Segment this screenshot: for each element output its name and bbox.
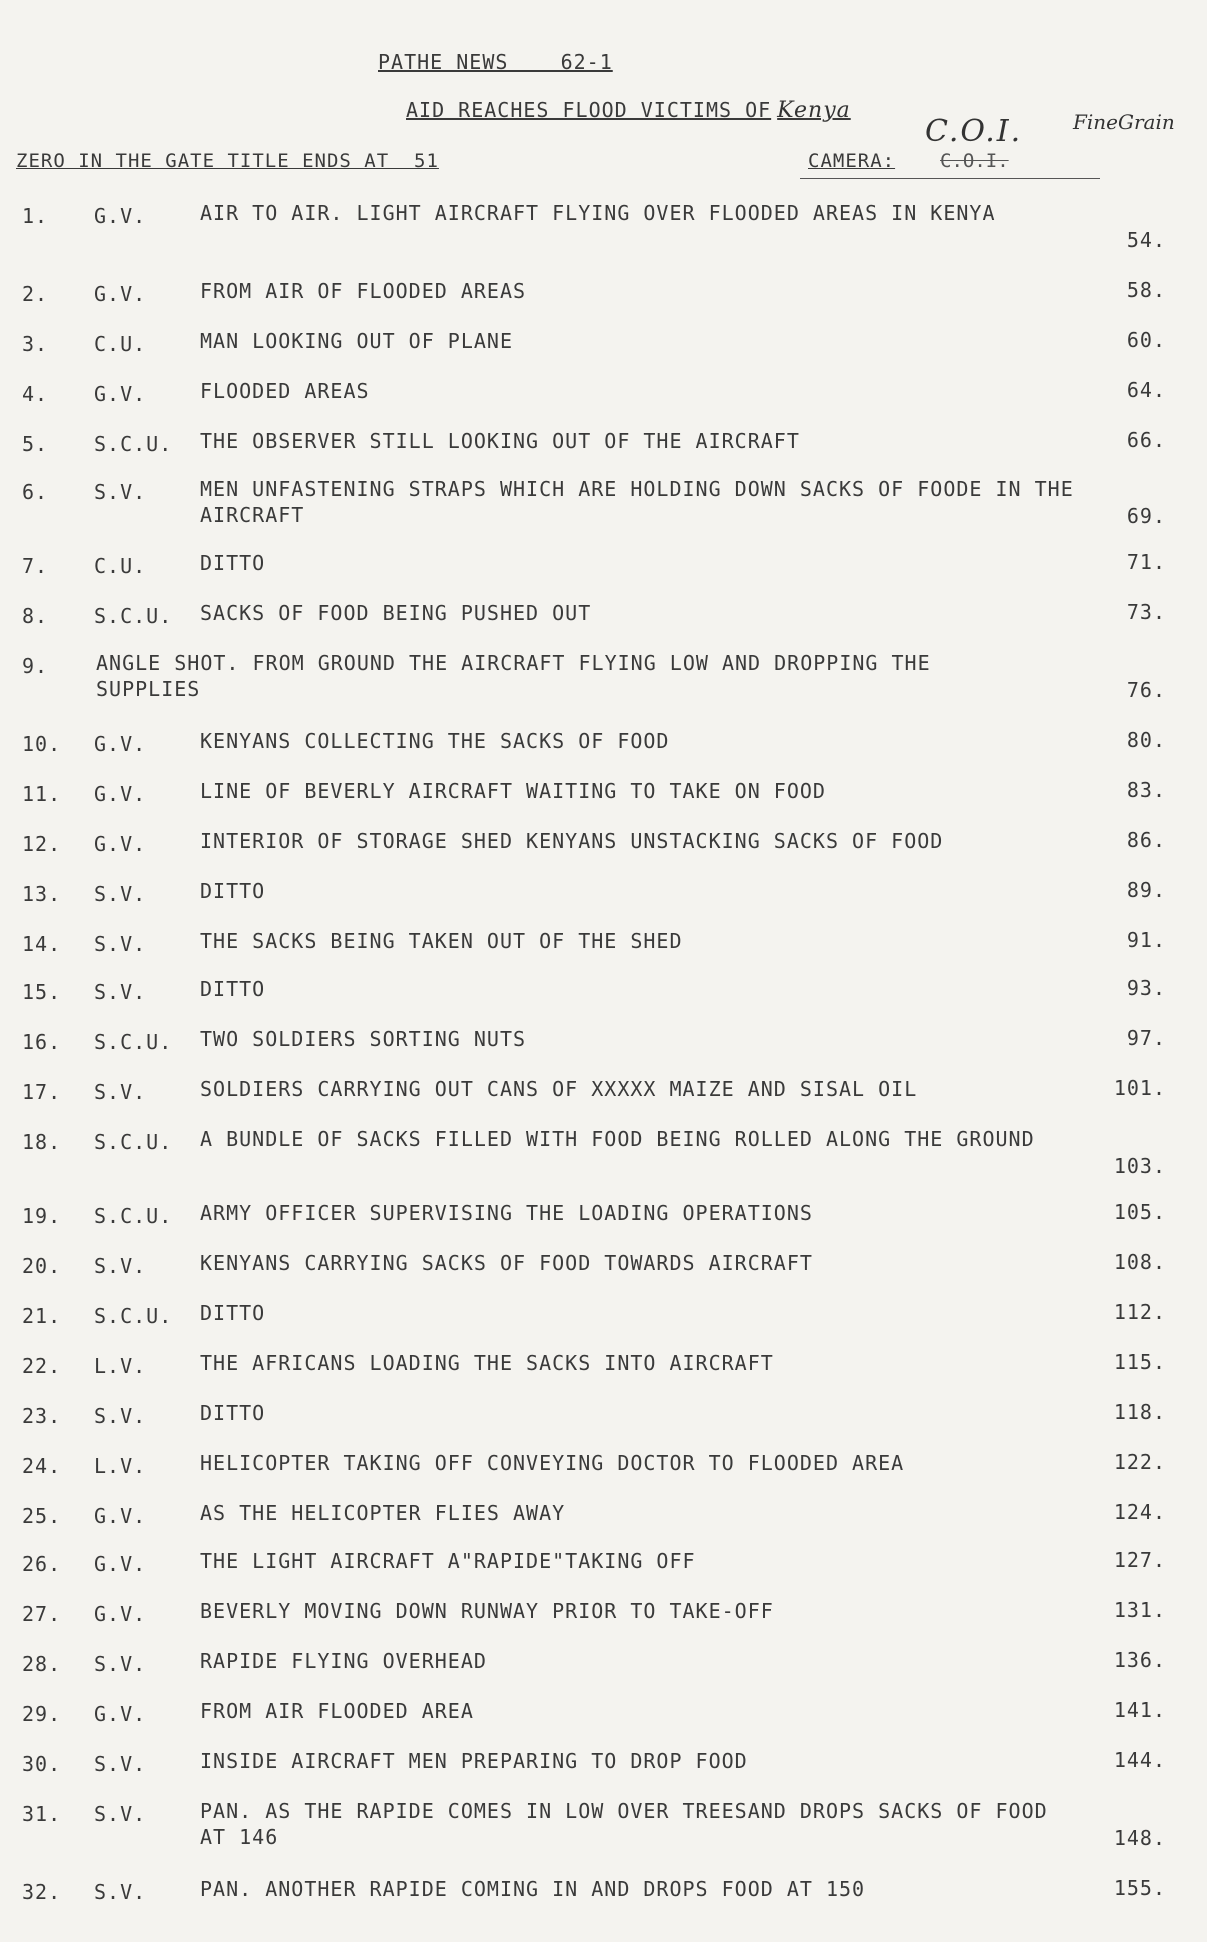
shot-number: 31. (22, 1802, 62, 1826)
shot-number: 4. (22, 382, 49, 406)
shot-footage: 97. (1126, 1026, 1166, 1050)
shot-footage: 105. (1113, 1200, 1166, 1224)
shot-description: SACKS OF FOOD BEING PUSHED OUT (200, 601, 592, 625)
shot-footage: 148. (1113, 1826, 1166, 1850)
shot-description: THE LIGHT AIRCRAFT A"RAPIDE"TAKING OFF (200, 1549, 696, 1573)
subtitle-handwritten-annotation: Kenya (777, 98, 851, 123)
shot-description: MEN UNFASTENING STRAPS WHICH ARE HOLDING DOWN SACKS OF FOODE IN THE AIRCRAFT (200, 477, 1074, 527)
shot-footage: 144. (1113, 1748, 1166, 1772)
shot-footage: 155. (1113, 1876, 1166, 1900)
shot-number: 10. (22, 732, 62, 756)
shot-camera-type: S.V. (94, 1752, 147, 1776)
shot-description: THE OBSERVER STILL LOOKING OUT OF THE AIRCRAFT (200, 429, 800, 453)
shot-number: 28. (22, 1652, 62, 1676)
shot-number: 23. (22, 1404, 62, 1428)
shot-footage: 93. (1126, 976, 1166, 1000)
shot-footage: 141. (1113, 1698, 1166, 1722)
shot-description: ARMY OFFICER SUPERVISING THE LOADING OPERATIONS (200, 1201, 813, 1225)
shot-camera-type: G.V. (94, 282, 147, 306)
shot-description: FROM AIR OF FLOODED AREAS (200, 279, 527, 303)
shot-number: 32. (22, 1880, 62, 1904)
shot-footage: 58. (1126, 278, 1166, 302)
camera-label: CAMERA: (808, 150, 896, 172)
shot-description: A BUNDLE OF SACKS FILLED WITH FOOD BEING ROLLED ALONG THE GROUND (200, 1127, 1035, 1151)
shot-number: 7. (22, 554, 49, 578)
shot-description: DITTO (200, 879, 266, 903)
shot-description: PAN. ANOTHER RAPIDE COMING IN AND DROPS FOOD AT 150 (200, 1877, 866, 1901)
camera-struck-text: C.O.I. (940, 150, 1009, 172)
shot-footage: 73. (1126, 600, 1166, 624)
shot-description: TWO SOLDIERS SORTING NUTS (200, 1027, 527, 1051)
shot-description: AIR TO AIR. LIGHT AIRCRAFT FLYING OVER FLOODED AREAS IN KENYA (200, 201, 996, 225)
shot-number: 1. (22, 204, 49, 228)
shot-footage: 83. (1126, 778, 1166, 802)
shot-description: HELICOPTER TAKING OFF CONVEYING DOCTOR TO FLOODED AREA (200, 1451, 905, 1475)
shot-camera-type: S.C.U. (94, 1130, 173, 1154)
shot-number: 18. (22, 1130, 62, 1154)
shot-footage: 60. (1126, 328, 1166, 352)
shot-number: 12. (22, 832, 62, 856)
shot-description: AS THE HELICOPTER FLIES AWAY (200, 1501, 566, 1525)
shot-footage: 101. (1113, 1076, 1166, 1100)
shot-description: FLOODED AREAS (200, 379, 370, 403)
shot-number: 16. (22, 1030, 62, 1054)
shot-number: 5. (22, 432, 49, 456)
shot-description: INTERIOR OF STORAGE SHED KENYANS UNSTACKING SACKS OF FOOD (200, 829, 944, 853)
shot-footage: 127. (1113, 1548, 1166, 1572)
shot-footage: 91. (1126, 928, 1166, 952)
shot-footage: 69. (1126, 504, 1166, 528)
shot-camera-type: G.V. (94, 832, 147, 856)
shot-camera-type: S.C.U. (94, 1204, 173, 1228)
shot-camera-type: L.V. (94, 1454, 147, 1478)
shot-number: 2. (22, 282, 49, 306)
shot-description: LINE OF BEVERLY AIRCRAFT WAITING TO TAKE ON FOOD (200, 779, 826, 803)
shot-description: RAPIDE FLYING OVERHEAD (200, 1649, 487, 1673)
shot-footage: 115. (1113, 1350, 1166, 1374)
shot-camera-type: S.V. (94, 480, 147, 504)
shot-camera-type: S.C.U. (94, 1304, 173, 1328)
shot-camera-type: S.V. (94, 1404, 147, 1428)
shot-number: 14. (22, 932, 62, 956)
shot-footage: 118. (1113, 1400, 1166, 1424)
shot-camera-type: S.C.U. (94, 1030, 173, 1054)
shot-description: INSIDE AIRCRAFT MEN PREPARING TO DROP FOOD (200, 1749, 748, 1773)
camera-handwritten-note: FineGrain (1073, 110, 1175, 134)
shot-number: 9. (22, 654, 49, 678)
shot-number: 15. (22, 980, 62, 1004)
zero-gate-line: ZERO IN THE GATE TITLE ENDS AT 51 (16, 150, 439, 172)
shot-camera-type: C.U. (94, 554, 147, 578)
subtitle-text: AID REACHES FLOOD VICTIMS OF (406, 98, 772, 122)
shot-footage: 86. (1126, 828, 1166, 852)
shot-number: 8. (22, 604, 49, 628)
shot-number: 20. (22, 1254, 62, 1278)
shot-number: 3. (22, 332, 49, 356)
shot-number: 29. (22, 1702, 62, 1726)
shot-footage: 122. (1113, 1450, 1166, 1474)
shot-number: 11. (22, 782, 62, 806)
shot-camera-type: S.C.U. (94, 432, 173, 456)
shot-footage: 108. (1113, 1250, 1166, 1274)
shot-description: BEVERLY MOVING DOWN RUNWAY PRIOR TO TAKE-OFF (200, 1599, 774, 1623)
shot-camera-type: G.V. (94, 1702, 147, 1726)
shot-footage: 76. (1126, 678, 1166, 702)
shot-camera-type: G.V. (94, 1504, 147, 1528)
shot-description: DITTO (200, 977, 266, 1001)
shot-camera-type: G.V. (94, 1602, 147, 1626)
shot-camera-type: L.V. (94, 1354, 147, 1378)
shot-camera-type: S.V. (94, 1080, 147, 1104)
shot-description: DITTO (200, 1401, 266, 1425)
shot-camera-type: S.V. (94, 1254, 147, 1278)
shot-description: FROM AIR FLOODED AREA (200, 1699, 474, 1723)
shot-description: MAN LOOKING OUT OF PLANE (200, 329, 513, 353)
camera-handwritten-annotation: C.O.I. (925, 114, 1023, 149)
shot-camera-type: S.V. (94, 932, 147, 956)
shot-footage: 124. (1113, 1500, 1166, 1524)
shot-footage: 66. (1126, 428, 1166, 452)
shot-description: THE AFRICANS LOADING THE SACKS INTO AIRCRAFT (200, 1351, 774, 1375)
shot-footage: 71. (1126, 550, 1166, 574)
shot-description: SOLDIERS CARRYING OUT CANS OF XXXXX MAIZE AND SISAL OIL (200, 1077, 918, 1101)
shot-number: 21. (22, 1304, 62, 1328)
shot-camera-type: G.V. (94, 782, 147, 806)
shot-number: 13. (22, 882, 62, 906)
shot-camera-type: S.C.U. (94, 604, 173, 628)
shot-footage: 136. (1113, 1648, 1166, 1672)
shot-camera-type: S.V. (94, 1880, 147, 1904)
shot-number: 30. (22, 1752, 62, 1776)
shot-description: THE SACKS BEING TAKEN OUT OF THE SHED (200, 929, 683, 953)
shot-footage: 103. (1113, 1154, 1166, 1178)
shot-number: 17. (22, 1080, 62, 1104)
shot-footage: 112. (1113, 1300, 1166, 1324)
shot-camera-type: S.V. (94, 882, 147, 906)
shot-footage: 80. (1126, 728, 1166, 752)
shot-number: 26. (22, 1552, 62, 1576)
shot-footage: 54. (1126, 228, 1166, 252)
shot-footage: 131. (1113, 1598, 1166, 1622)
shot-description: PAN. AS THE RAPIDE COMES IN LOW OVER TREESAND DROPS SACKS OF FOOD AT 146 (200, 1799, 1048, 1849)
shot-footage: 89. (1126, 878, 1166, 902)
shot-camera-type: G.V. (94, 382, 147, 406)
shot-camera-type: S.V. (94, 980, 147, 1004)
shot-number: 6. (22, 480, 49, 504)
shot-description: ANGLE SHOT. FROM GROUND THE AIRCRAFT FLYING LOW AND DROPPING THE SUPPLIES (96, 651, 931, 701)
shot-camera-type: G.V. (94, 1552, 147, 1576)
shot-number: 25. (22, 1504, 62, 1528)
shot-camera-type: G.V. (94, 204, 147, 228)
document-title: PATHE NEWS 62-1 (378, 50, 613, 74)
shot-number: 27. (22, 1602, 62, 1626)
shot-number: 22. (22, 1354, 62, 1378)
shot-camera-type: C.U. (94, 332, 147, 356)
shot-camera-type: G.V. (94, 732, 147, 756)
shot-description: DITTO (200, 1301, 266, 1325)
shot-description: DITTO (200, 551, 266, 575)
shot-description: KENYANS COLLECTING THE SACKS OF FOOD (200, 729, 670, 753)
shot-camera-type: S.V. (94, 1652, 147, 1676)
shot-description: KENYANS CARRYING SACKS OF FOOD TOWARDS AIRCRAFT (200, 1251, 813, 1275)
shot-number: 19. (22, 1204, 62, 1228)
shot-camera-type: S.V. (94, 1802, 147, 1826)
shot-footage: 64. (1126, 378, 1166, 402)
shot-number: 24. (22, 1454, 62, 1478)
